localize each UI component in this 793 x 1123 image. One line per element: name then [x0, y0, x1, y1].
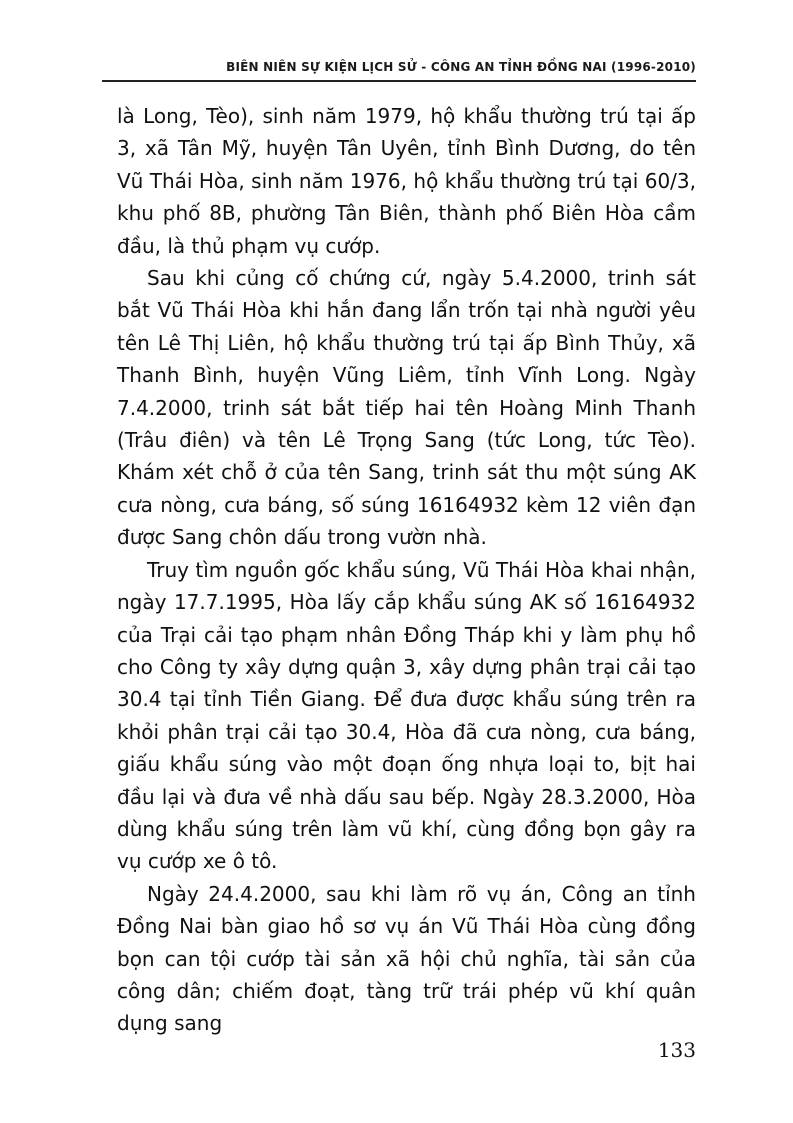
page-number: 133 [657, 1038, 696, 1062]
body-text [117, 100, 696, 1040]
running-header: BIÊN NIÊN SỰ KIỆN LỊCH SỬ - CÔNG AN TỈNH ĐỒNG NAI (1996-2010) [226, 60, 696, 74]
paragraph-3: Truy tìm nguồn gốc khẩu súng, Vũ Thái Hòa khai nhận, ngày 17.7.1995, Hòa lấy cắp khẩu súng AK số 16164932 của Trại cải tạo phạm nhân Đồng Tháp khi y làm phụ hồ cho Công ty xây dựng quận 3, xây dựng phân trại cải tạo 30.4 tại tỉnh Tiền Giang. Để đưa được khẩu súng trên ra khỏi phân trại cải tạo 30.4, Hòa đã cưa nòng, cưa báng, giấu khẩu súng vào một đoạn ống nhựa loại to, bịt hai đầu lại và đưa về nhà dấu sau bếp. Ngày 28.3.2000, Hòa dùng khẩu súng trên làm vũ khí, cùng đồng bọn gây ra vụ cướp xe ô tô. [117, 557, 696, 874]
paragraph-2: Sau khi củng cố chứng cứ, ngày 5.4.2000, trinh sát bắt Vũ Thái Hòa khi hắn đang lẩn trốn tại nhà người yêu tên Lê Thị Liên, hộ khẩu thường trú tại ấp Bình Thủy, xã Thanh Bình, huyện Vũng Liêm, tỉnh Vĩnh Long. Ngày 7.4.2000, trinh sát bắt tiếp hai tên Hoàng Minh Thanh (Trâu điên) và tên Lê Trọng Sang (tức Long, tức Tèo). Khám xét chỗ ở của tên Sang, trinh sát thu một súng AK cưa nòng, cưa báng, số súng 16164932 kèm 12 viên đạn được Sang chôn dấu trong vườn nhà. [117, 266, 696, 550]
header-rule [102, 80, 696, 82]
paragraph-1: là Long, Tèo), sinh năm 1979, hộ khẩu thường trú tại ấp 3, xã Tân Mỹ, huyện Tân Uyên, tỉnh Bình Dương, do tên Vũ Thái Hòa, sinh năm 1976, hộ khẩu thường trú tại 60/3, khu phố 8B, phường Tân Biên, thành phố Biên Hòa cầm đầu, là thủ phạm vụ cướp. [117, 104, 696, 258]
paragraph-4: Ngày 24.4.2000, sau khi làm rõ vụ án, Công an tỉnh Đồng Nai bàn giao hồ sơ vụ án Vũ Thái Hòa cùng đồng bọn can tội cướp tài sản xã hội chủ nghĩa, tài sản của công dân; chiếm đoạt, tàng trữ trái phép vũ khí quân dụng sang [117, 881, 696, 1036]
